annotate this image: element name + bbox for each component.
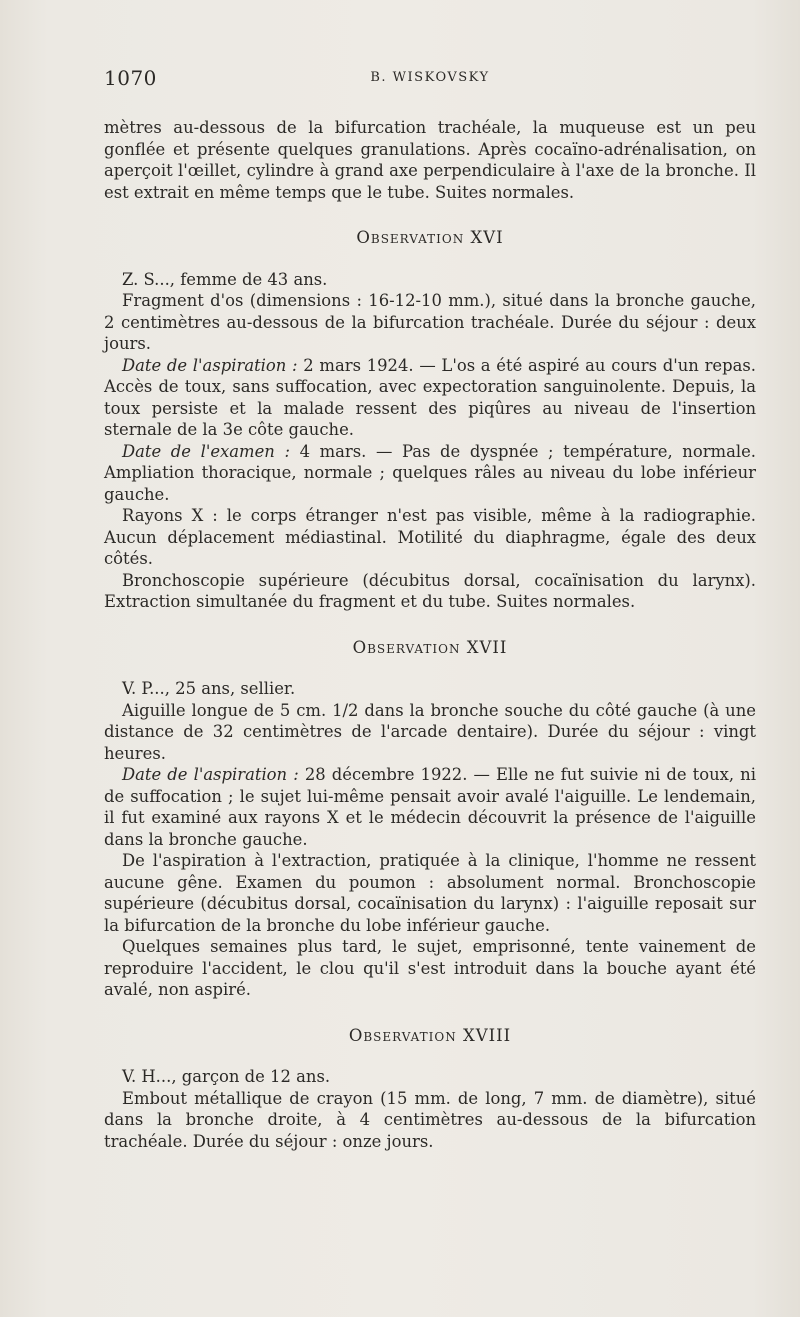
foreign-body-description: Embout métallique de crayon (15 mm. de long, 7 mm. de diamètre), situé dans la bronche droite, à 4 centimètres au-dessous de la bifurcation trachéale. Durée du séjour : onze jours. <box>104 1088 756 1151</box>
observation-heading-18: Observation XVIII <box>348 1025 512 1045</box>
extraction-paragraph: De l'aspiration à l'extraction, pratiquée à la clinique, l'homme ne ressent aucune gêne. Examen du poumon : absolument normal. Bronchoscopie supérieure (décubitus dorsal, cocaïnisation du larynx) : l'aiguille reposait sur la bifurcation de la bronche du lobe inférieur gauche. <box>104 851 756 935</box>
page-content <box>104 117 756 1152</box>
running-head: B. WISKOVSKY <box>370 70 490 85</box>
observation-heading-17: Observation XVII <box>352 637 508 657</box>
patient-line: V. H..., garçon de 12 ans. <box>122 1067 331 1086</box>
continuation-paragraph: mètres au-dessous de la bifurcation trachéale, la muqueuse est un peu gonflée et présente quelques granulations. Après cocaïno-adrénalisation, on aperçoit l'œillet, cylindre à grand axe perpendiculaire à l'axe de la bronche. Il est extrait en même temps que le tube. Suites normales. <box>104 118 756 202</box>
exam-paragraph <box>104 441 756 506</box>
patient-line: V. P..., 25 ans, sellier. <box>122 679 296 698</box>
aspiration-paragraph <box>104 764 756 850</box>
aspiration-paragraph <box>104 355 756 441</box>
page-number: 1070 <box>104 66 157 90</box>
aspiration-text: 28 décembre 1922. — Elle ne fut suivie ni de toux, ni de suffocation ; le sujet lui-même pensait avoir avalé l'aiguille. Le lendemain, il fut examiné aux rayons X et le médecin découvrit la présence de l'aiguille dans la bronche gauche. <box>104 765 756 849</box>
xray-paragraph: Rayons X : le corps étranger n'est pas visible, même à la radiographie. Aucun déplacement médiastinal. Motilité du diaphragme, égale des deux côtés. <box>104 506 756 568</box>
patient-line: Z. S..., femme de 43 ans. <box>122 269 328 289</box>
foreign-body-description: Fragment d'os (dimensions : 16-12-10 mm.), situé dans la bronche gauche, 2 centimètres au-dessous de la bifurcation trachéale. Durée du séjour : deux jours. <box>104 291 756 353</box>
page-header <box>104 66 756 96</box>
aspiration-text: 2 mars 1924. — L'os a été aspiré au cours d'un repas. Accès de toux, sans suffocation, avec expectoration sanguinolente. Depuis, la toux persiste et la malade ressent des piqûres au niveau de l'insertion sternale de la 3e côte gauche. <box>104 355 756 439</box>
aspiration-label: Date de l'aspiration : <box>122 765 299 784</box>
aspiration-label: Date de l'aspiration : <box>122 355 298 375</box>
later-paragraph: Quelques semaines plus tard, le sujet, emprisonné, tente vainement de reproduire l'accident, le clou qu'il s'est introduit dans la bouche ayant été avalé, non aspiré. <box>104 937 756 999</box>
exam-label: Date de l'examen : <box>122 441 290 461</box>
exam-text: 4 mars. — Pas de dyspnée ; température, normale. Ampliation thoracique, normale ; quelques râles au niveau du lobe inférieur gauche. <box>104 441 757 504</box>
foreign-body-description: Aiguille longue de 5 cm. 1/2 dans la bronche souche du côté gauche (à une distance de 32 centimètres de l'arcade dentaire). Durée du séjour : vingt heures. <box>104 700 756 763</box>
observation-heading-16: Observation XVI <box>356 228 504 247</box>
bronchoscopy-paragraph: Bronchoscopie supérieure (décubitus dorsal, cocaïnisation du larynx). Extraction simultanée du fragment et du tube. Suites normales. <box>104 570 756 611</box>
